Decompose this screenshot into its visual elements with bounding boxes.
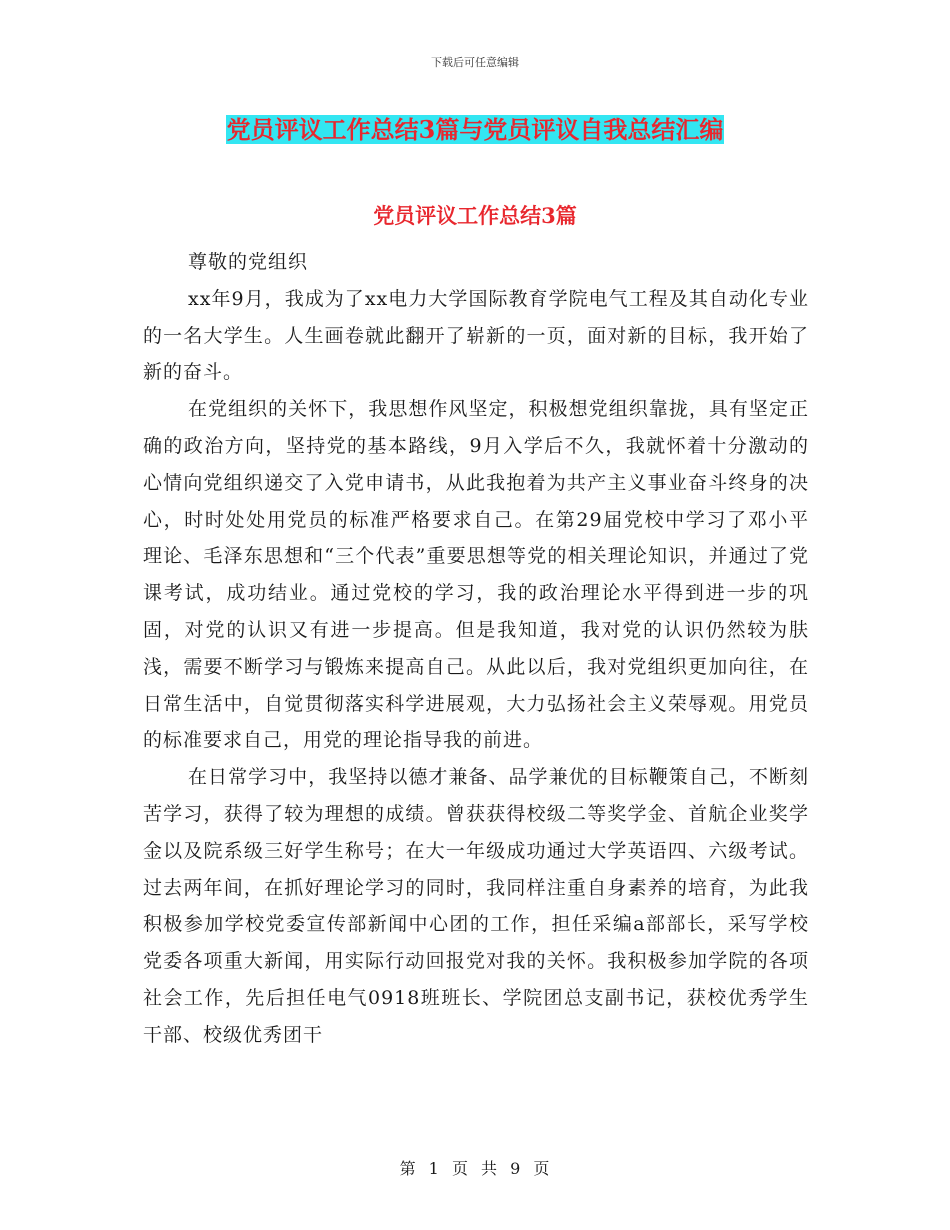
section-title: 党员评议工作总结3篇 <box>373 203 577 228</box>
salutation: 尊敬的党组织 <box>188 251 309 273</box>
document-title <box>0 112 950 148</box>
header-note: 下载后可任意编辑 <box>431 56 519 69</box>
page-number-footer: 第 1 页 共 9 页 <box>399 1159 551 1178</box>
body-paragraph: 在党组织的关怀下，我思想作风坚定，积极想党组织靠拢，具有坚定正确的政治方向，坚持党的基本路线，9月入学后不久，我就怀着十分激动的心情向党组织递交了入党申请书，从此我抱着为共产主义事业奋斗终身的决心，时时处处用党员的标准严格要求自己。在第29届党校中学习了邓小平理论、毛泽东思想和“三个代表”重要思想等党的相关理论知识，并通过了党课考试，成功结业。通过党校的学习，我的政治理论水平得到进一步的巩固，对党的认识又有进一步提高。但是我知道，我对党的认识仍然较为肤浅，需要不断学习与锻炼来提高自己。从此以后，我对党组织更加向往，在日常生活中，自觉贯彻落实科学进展观，大力弘扬社会主义荣辱观。用党员的标准要求自己，用党的理论指导我的前进。 <box>143 398 809 752</box>
document-title-text: 党员评议工作总结3篇与党员评议自我总结汇编 <box>226 115 724 144</box>
body-paragraph: xx年9月，我成为了xx电力大学国际教育学院电气工程及其自动化专业的一名大学生。人生画卷就此翻开了崭新的一页，面对新的目标，我开始了新的奋斗。 <box>143 287 809 384</box>
body-paragraph: 在日常学习中，我坚持以德才兼备、品学兼优的目标鞭策自己，不断刻苦学习，获得了较为理想的成绩。曾获获得校级二等奖学金、首航企业奖学金以及院系级三好学生称号；在大一年级成功通过大学英语四、六级考试。过去两年间，在抓好理论学习的同时，我同样注重自身素养的培育，为此我积极参加学校党委宣传部新闻中心团的工作，担任采编a部部长，采写学校党委各项重大新闻，用实际行动回报党对我的关怀。我积极参加学院的各项社会工作，先后担任电气0918班班长、学院团总支副书记，获校优秀学生干部、校级优秀团干 <box>143 766 809 1046</box>
document-body <box>143 244 809 1054</box>
